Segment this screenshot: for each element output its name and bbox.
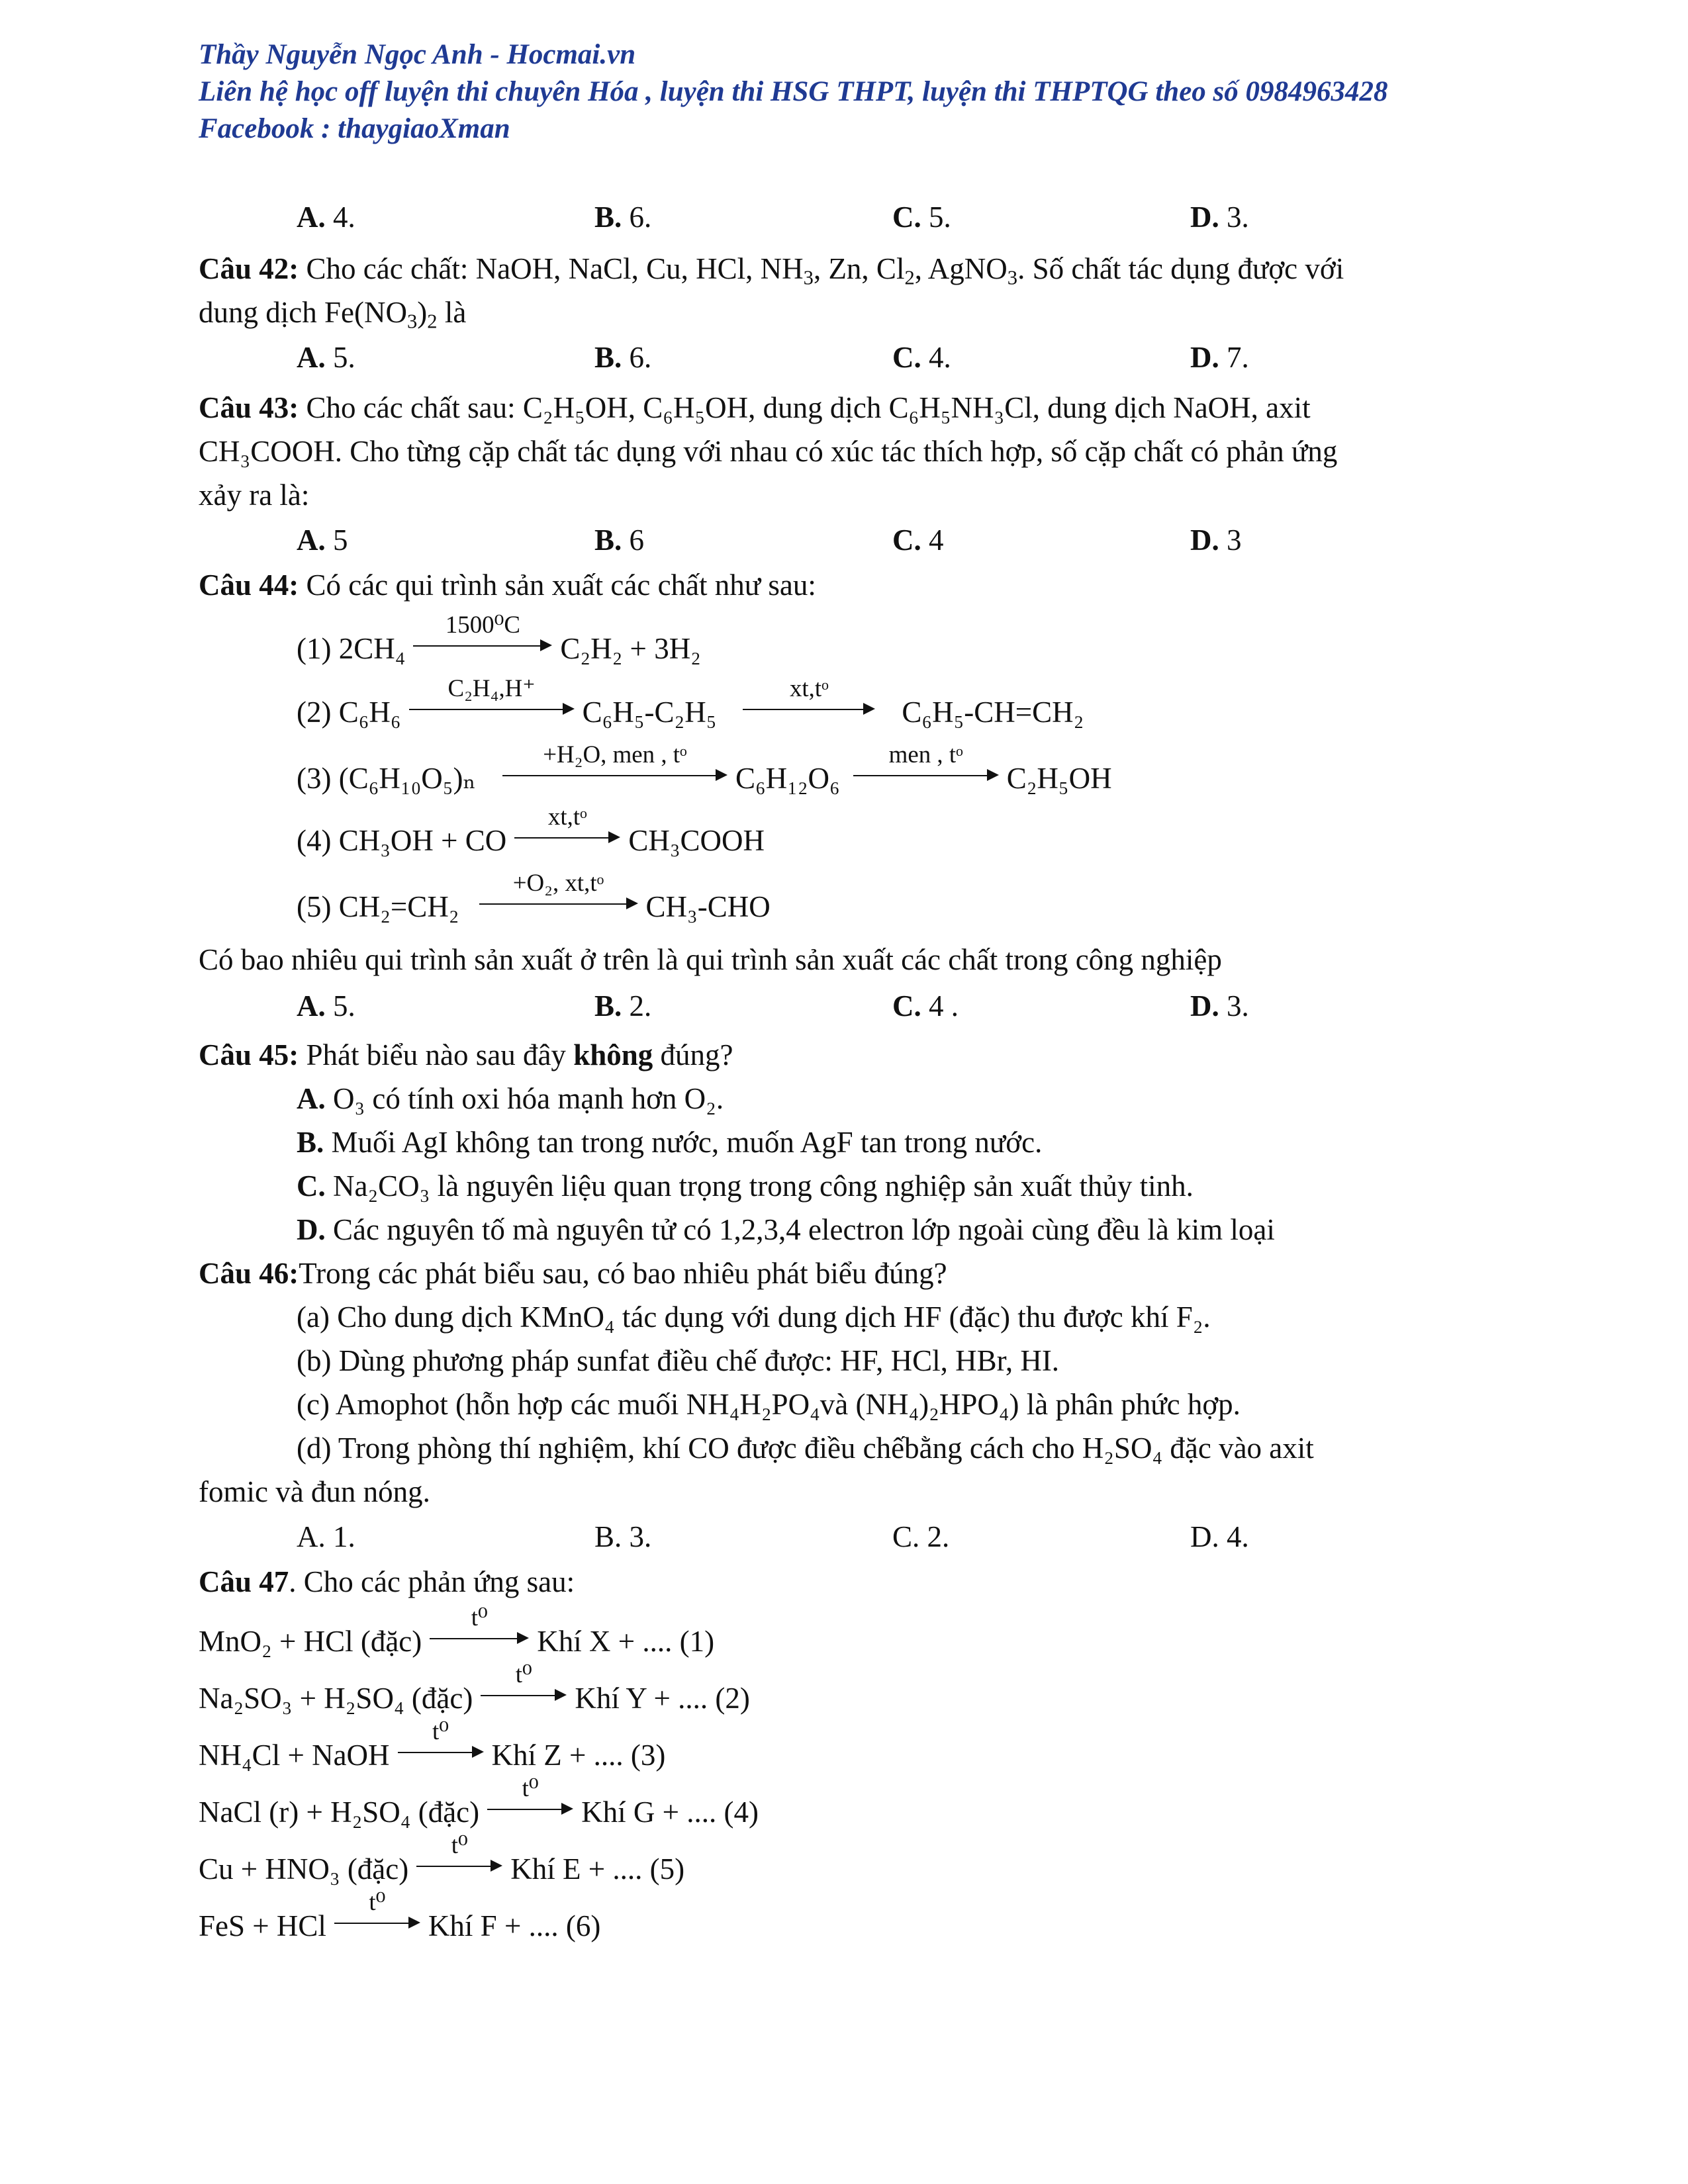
q43-stem-line1: Câu 43: Cho các chất sau: C₂H₅OH, C₆H₅OH, dung dịch C₆H₅NH₃Cl, dung dịch NaOH, axit bbox=[199, 391, 1311, 424]
reaction-arrow: t⁰ bbox=[398, 1735, 484, 1765]
q44-option-a: A. 5. bbox=[297, 989, 355, 1023]
q45-label: Câu 45: bbox=[199, 1038, 299, 1071]
q41-option-b: B. 6. bbox=[594, 201, 652, 234]
q47-stem: Câu 47. Cho các phản ứng sau: bbox=[199, 1565, 575, 1598]
q41-option-c: C. 5. bbox=[892, 201, 951, 234]
q46-statement-b: (b) Dùng phương pháp sunfat điều chế được: HF, HCl, HBr, HI. bbox=[297, 1344, 1060, 1377]
q47-label: Câu 47 bbox=[199, 1565, 289, 1598]
q46-label: Câu 46: bbox=[199, 1257, 299, 1290]
q44-question: Có bao nhiêu qui trình sản xuất ở trên là qui trình sản xuất các chất trong công nghiệp bbox=[199, 943, 1222, 976]
q45-option-a: A. O₃ có tính oxi hóa mạnh hơn O₂. bbox=[297, 1082, 724, 1115]
header-contact: Liên hệ học off luyện thi chuyên Hóa , luyện thi HSG THPT, luyện thi THPTQG theo số 0984963428 bbox=[199, 76, 1388, 107]
q44-reaction-4: (4) CH₃OH + CO xt,tᵒ CH₃COOH bbox=[297, 803, 765, 857]
q46-statement-d: (d) Trong phòng thí nghiệm, khí CO được điều chếbằng cách cho H₂SO₄ đặc vào axit bbox=[297, 1432, 1314, 1465]
q47-reaction-6: FeS + HCl t⁰ Khí F + .... (6) bbox=[199, 1888, 601, 1942]
q43-option-c: C. 4 bbox=[892, 523, 944, 557]
q47-reaction-2: Na₂SO₃ + H₂SO₄ (đặc) t⁰ Khí Y + .... (2) bbox=[199, 1661, 750, 1715]
reaction-arrow: men , tᵒ bbox=[853, 758, 999, 788]
q46-statement-a: (a) Cho dung dịch KMnO₄ tác dụng với dung dịch HF (đặc) thu được khí F₂. bbox=[297, 1300, 1211, 1334]
q42-option-b: B. 6. bbox=[594, 341, 652, 374]
q43-option-d: D. 3 bbox=[1190, 523, 1242, 557]
q42-stem-line1: Câu 42: Cho các chất: NaOH, NaCl, Cu, HCl, NH3, Zn, Cl2, AgNO3. Số chất tác dụng được với bbox=[199, 252, 1344, 289]
reaction-arrow: t⁰ bbox=[334, 1906, 420, 1936]
reaction-arrow: 1500⁰C bbox=[413, 629, 552, 659]
q46-option-c: C. 2. bbox=[892, 1520, 950, 1553]
header-author: Thầy Nguyễn Ngọc Anh - Hocmai.vn bbox=[199, 39, 636, 70]
q47-reaction-3: NH₄Cl + NaOH t⁰ Khí Z + .... (3) bbox=[199, 1717, 666, 1772]
q42-label: Câu 42: bbox=[199, 252, 299, 285]
q43-stem-line3: xảy ra là: bbox=[199, 478, 310, 512]
q45-stem: Câu 45: Phát biểu nào sau đây không đúng? bbox=[199, 1038, 733, 1071]
q46-option-d: D. 4. bbox=[1190, 1520, 1249, 1553]
q42-option-d: D. 7. bbox=[1190, 341, 1249, 374]
q46-stem: Câu 46:Trong các phát biểu sau, có bao nhiêu phát biểu đúng? bbox=[199, 1257, 947, 1290]
q45-option-c: C. Na₂CO₃ là nguyên liệu quan trọng trong công nghiệp sản xuất thủy tinh. bbox=[297, 1169, 1194, 1203]
q44-reaction-2: (2) C₆H₆ C₂H₄,H⁺ C₆H₅-C₂H₅ xt,tᵒ C₆H₅-CH=CH₂ bbox=[297, 674, 1084, 729]
reaction-arrow: t⁰ bbox=[487, 1792, 573, 1822]
q44-reaction-1: (1) 2CH₄ 1500⁰C C₂H₂ + 3H₂ bbox=[297, 611, 701, 665]
q43-stem-line2: CH₃COOH. Cho từng cặp chất tác dụng với nhau có xúc tác thích hợp, số cặp chất có phản ứng bbox=[199, 435, 1338, 468]
q44-reaction-3: (3) (C₆H₁₀O₅)ₙ +H₂O, men , tᵒ C₆H₁₂O₆ men , tᵒ C₂H₅OH bbox=[297, 741, 1112, 795]
q45-option-d: D. Các nguyên tố mà nguyên tử có 1,2,3,4 electron lớp ngoài cùng đều là kim loại bbox=[297, 1213, 1275, 1246]
q44-option-c: C. 4 . bbox=[892, 989, 959, 1023]
reaction-arrow: C₂H₄,H⁺ bbox=[409, 692, 575, 722]
q41-option-d: D. 3. bbox=[1190, 201, 1249, 234]
reaction-arrow: t⁰ bbox=[481, 1678, 567, 1708]
reaction-arrow: +H₂O, men , tᵒ bbox=[502, 758, 727, 788]
q44-option-d: D. 3. bbox=[1190, 989, 1249, 1023]
q45-option-b: B. Muối AgI không tan trong nước, muốn AgF tan trong nước. bbox=[297, 1126, 1043, 1159]
q47-reaction-4: NaCl (r) + H₂SO₄ (đặc) t⁰ Khí G + .... (4) bbox=[199, 1774, 759, 1829]
q46-statement-c: (c) Amophot (hỗn hợp các muối NH₄H₂PO₄và (NH₄)₂HPO₄) là phân phức hợp. bbox=[297, 1388, 1241, 1421]
q44-label: Câu 44: bbox=[199, 569, 299, 602]
reaction-arrow: xt,tᵒ bbox=[743, 692, 875, 722]
q47-reaction-5: Cu + HNO₃ (đặc) t⁰ Khí E + .... (5) bbox=[199, 1831, 685, 1886]
q44-stem: Câu 44: Có các qui trình sản xuất các chất như sau: bbox=[199, 569, 816, 602]
q43-option-a: A. 5 bbox=[297, 523, 348, 557]
reaction-arrow: +O₂, xt,tᵒ bbox=[479, 887, 638, 917]
q46-option-b: B. 3. bbox=[594, 1520, 652, 1553]
q46-statement-d-cont: fomic và đun nóng. bbox=[199, 1475, 430, 1508]
q42-option-a: A. 5. bbox=[297, 341, 355, 374]
q44-reaction-5: (5) CH₂=CH₂ +O₂, xt,tᵒ CH₃-CHO bbox=[297, 869, 771, 923]
reaction-arrow: t⁰ bbox=[416, 1849, 502, 1879]
q46-option-a: A. 1. bbox=[297, 1520, 355, 1553]
q43-option-b: B. 6 bbox=[594, 523, 645, 557]
reaction-arrow: t⁰ bbox=[430, 1621, 529, 1651]
q44-option-b: B. 2. bbox=[594, 989, 652, 1023]
q42-stem-line2: dung dịch Fe(NO3)2 là bbox=[199, 296, 467, 333]
reaction-arrow: xt,tᵒ bbox=[514, 821, 620, 850]
q42-option-c: C. 4. bbox=[892, 341, 951, 374]
q43-label: Câu 43: bbox=[199, 391, 299, 424]
header-facebook: Facebook : thaygiaoXman bbox=[199, 113, 510, 144]
q41-option-a: A. 4. bbox=[297, 201, 355, 234]
q47-reaction-1: MnO₂ + HCl (đặc) t⁰ Khí X + .... (1) bbox=[199, 1604, 715, 1658]
